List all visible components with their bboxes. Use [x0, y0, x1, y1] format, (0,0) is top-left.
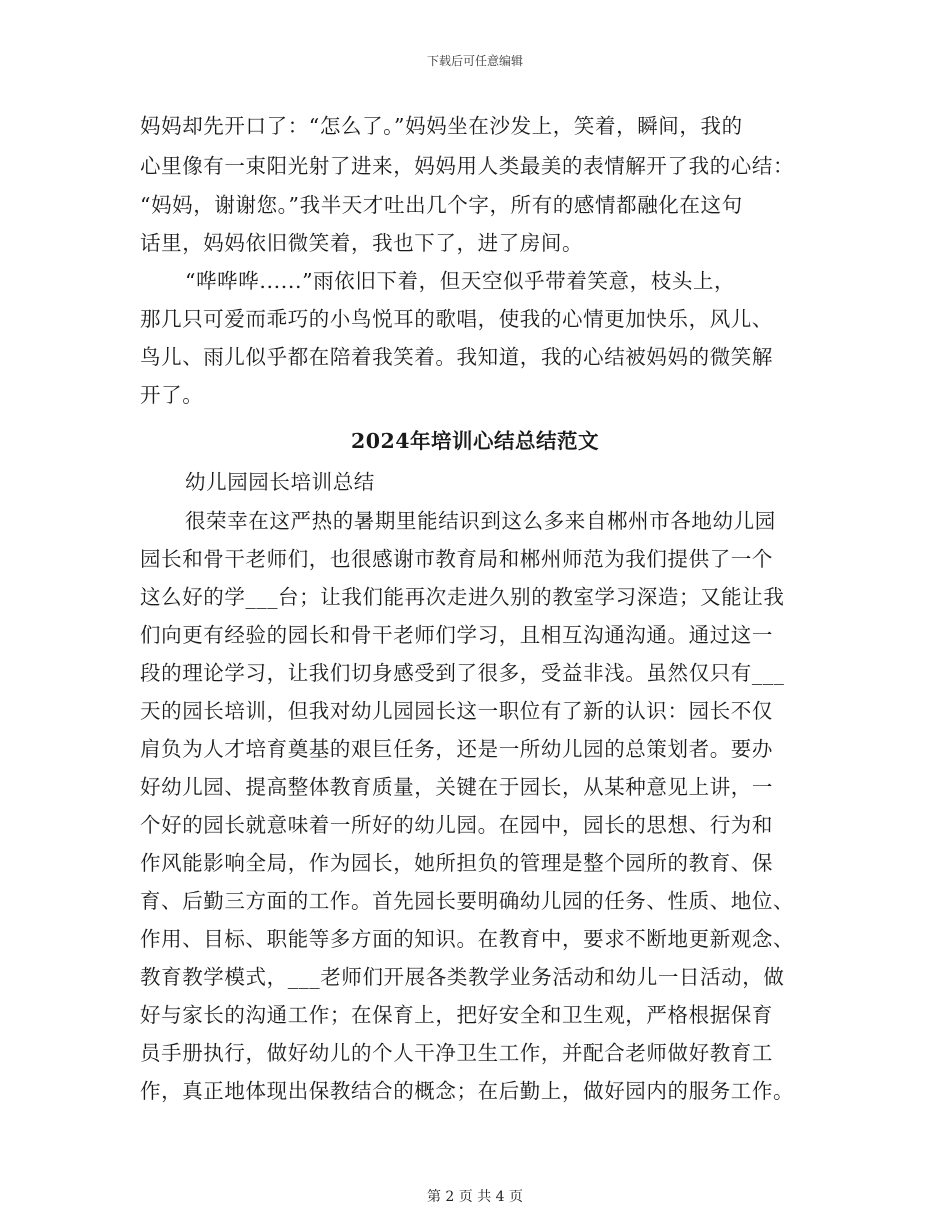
paragraph-line: 肩负为人才培育奠基的艰巨任务，还是一所幼儿园的总策划者。要办: [140, 737, 773, 761]
paragraph-line: 作风能影响全局，作为园长，她所担负的管理是整个园所的教育、保: [140, 851, 773, 875]
paragraph-line: 鸟儿、雨儿似乎都在陪着我笑着。我知道，我的心结被妈妈的微笑解: [140, 345, 773, 369]
page-footer: 第 2 页 共 4 页: [426, 1189, 524, 1205]
paragraph-line: 作用、目标、职能等多方面的知识。在教育中，要求不断地更新观念、: [140, 927, 795, 951]
paragraph-line: 园长和骨干老师们，也很感谢市教育局和郴州师范为我们提供了一个: [140, 547, 773, 571]
paragraph-line: “妈妈，谢谢您。”我半天才吐出几个字，所有的感情都融化在这句: [140, 193, 743, 217]
paragraph-line: 这么好的学___台；让我们能再次走进久别的教室学习深造；又能让我: [140, 585, 785, 609]
paragraph-line: 好与家长的沟通工作；在保育上，把好安全和卫生观，严格根据保育: [140, 1003, 773, 1027]
paragraph-line: “哗哗哗......”雨依旧下着，但天空似乎带着笑意，枝头上，: [185, 269, 736, 293]
paragraph-line: 个好的园长就意味着一所好的幼儿园。在园中，园长的思想、行为和: [140, 813, 773, 837]
paragraph-line: 心里像有一束阳光射了进来，妈妈用人类最美的表情解开了我的心结：: [140, 154, 795, 178]
paragraph-line: 作，真正地体现出保教结合的概念；在后勤上，做好园内的服务工作。: [140, 1079, 795, 1103]
paragraph-line: 很荣幸在这严热的暑期里能结识到这么多来自郴州市各地幼儿园: [185, 509, 776, 533]
paragraph-line: 妈妈却先开口了：“怎么了。”妈妈坐在沙发上，笑着，瞬间，我的: [140, 114, 743, 138]
paragraph-line: 员手册执行，做好幼儿的个人干净卫生工作，并配合老师做好教育工: [140, 1041, 773, 1065]
section-subtitle: 幼儿园园长培训总结: [185, 470, 375, 494]
paragraph-line: 段的理论学习，让我们切身感受到了很多，受益非浅。虽然仅只有___: [140, 661, 785, 685]
paragraph-line: 天的园长培训，但我对幼儿园园长这一职位有了新的认识：园长不仅: [140, 699, 773, 723]
paragraph-line: 教育教学模式，___老师们开展各类教学业务活动和幼儿一日活动，做: [140, 965, 785, 989]
paragraph-line: 话里，妈妈依旧微笑着，我也下了，进了房间。: [140, 231, 584, 255]
paragraph-line: 育、后勤三方面的工作。首先园长要明确幼儿园的任务、性质、地位、: [140, 889, 795, 913]
paragraph-line: 开了。: [140, 383, 204, 407]
page-header: 下载后可任意编辑: [426, 54, 523, 68]
section-title: 2024年培训心结总结范文: [350, 429, 600, 453]
paragraph-line: 好幼儿园、提高整体教育质量，关键在于园长，从某种意见上讲，一: [140, 775, 773, 799]
paragraph-line: 那几只可爱而乖巧的小鸟悦耳的歌唱，使我的心情更加快乐，风儿、: [140, 307, 773, 331]
paragraph-line: 们向更有经验的园长和骨干老师们学习，且相互沟通沟通。通过这一: [140, 623, 773, 647]
